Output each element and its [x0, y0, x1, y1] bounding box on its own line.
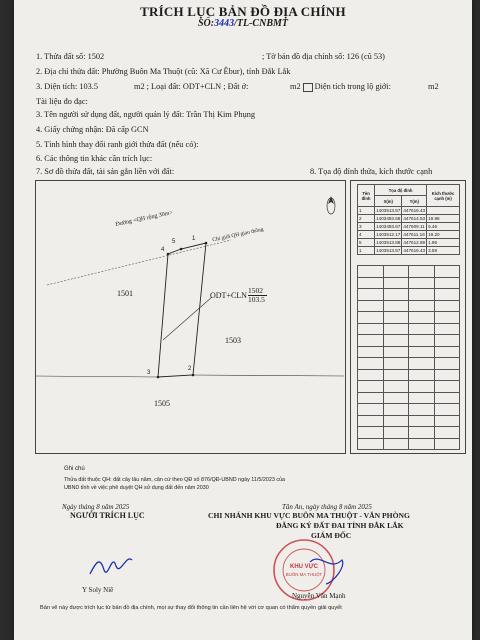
- field-coords-heading: 8. Tọa độ đỉnh thửa, kích thước cạnh: [310, 167, 433, 176]
- parcel-number-label: 1502: [248, 286, 263, 295]
- neighbour-line: [35, 376, 158, 377]
- parcel-outline: [158, 243, 206, 377]
- parcel-bottom-label: 1505: [154, 399, 170, 408]
- table-row: 2 1403493.68 447614.53 19.98: [358, 215, 460, 223]
- notes-line-1: Thửa đất thuộc QH: đất cây lâu năm, căn cứ theo QĐ số 876/QĐ-UBND ngày 11/5/2023 của: [64, 477, 286, 483]
- coordinate-table: Tên đỉnh Tọa độ đỉnh Kích thước cạnh (m) X(m) Y(m) 1 1403513.57 447616.43 2 1403493.68 447614.53 19.98 3 1403493.67 447609.11 5.46 4 1403512.17 447611.16 19.20 5 1403513.88 447612.89 1.96 1 1403513.57 447616.43 3.58: [357, 184, 460, 255]
- road-label: Đường <QH rộng 30m>: [115, 209, 174, 229]
- left-signer-name: Y Soly Niê: [82, 586, 114, 594]
- checkbox: [303, 83, 313, 92]
- right-org-line-1: CHI NHÁNH KHU VỰC BUÔN MA THUỘT - VĂN PHÒNG: [208, 511, 410, 520]
- field-diagram-heading: 7. Sơ đồ thửa đất, tài sản gắn liền với đất:: [36, 167, 175, 176]
- field-area-unit-2: m2: [428, 82, 439, 91]
- notes-line-2: UBND tỉnh về việc phê duyệt QH sử dụng đất đến năm 2030: [64, 485, 209, 491]
- vertex-4: 4: [161, 247, 165, 253]
- neighbour-line: [193, 375, 344, 376]
- parcel-type-label: ODT+CLN: [210, 291, 247, 300]
- coordinate-table-blank-rows: [357, 265, 460, 450]
- field-other-info: 6. Các thông tin khác cần trích lục:: [36, 154, 153, 163]
- document-page: [14, 0, 472, 640]
- table-row: 4 1403512.17 447611.16 19.20: [358, 231, 460, 239]
- field-land-type: m2 ; Loại đất: ODT+CLN ; Đất ở:: [134, 82, 249, 91]
- field-parcel-number: 1. Thửa đất số: 1502: [36, 52, 105, 61]
- field-owner: 3. Tên người sử dụng đất, người quản lý đất: Trần Thị Kim Phụng: [36, 110, 256, 119]
- document-number: SỐ:3443/TL-CNBMT: [197, 18, 288, 29]
- field-survey-doc: Tài liệu đo đạc:: [36, 97, 88, 106]
- parcel-area-label: 103.5: [248, 295, 265, 304]
- field-address: 2. Địa chỉ thửa đất: Phường Buôn Ma Thuột (cũ: Xã Cư Êbur), tỉnh Đắk Lắk: [36, 67, 291, 76]
- table-row: 5 1403513.88 447612.89 1.96: [358, 239, 460, 247]
- vertex-5: 5: [172, 239, 176, 245]
- right-signer-role: GIÁM ĐỐC: [311, 531, 352, 540]
- table-row: 1 1403513.57 447616.43 3.58: [358, 247, 460, 255]
- footer-note: Bản vẽ này được trích lục từ bản đồ địa chính, mọi sự thay đổi thông tin cần liên hệ với cơ quan có thẩm quyền giải quyết: [40, 605, 342, 611]
- leader-line: [163, 297, 212, 340]
- field-area: 3. Diện tích: 103.5: [36, 82, 98, 91]
- handwritten-number: 3443: [214, 18, 235, 29]
- parcel-left-label: 1501: [117, 289, 133, 298]
- left-signer-title: NGƯỜI TRÍCH LỤC: [70, 511, 145, 520]
- table-row: 3 1403493.67 447609.11 5.46: [358, 223, 460, 231]
- field-map-sheet: ; Tờ bản đồ địa chính số: 126 (cũ 53): [262, 52, 385, 61]
- svg-text:KHU VỰC: KHU VỰC: [290, 564, 318, 570]
- left-date: Ngày tháng 8 năm 2025: [62, 503, 130, 511]
- document-title: TRÍCH LỤC BẢN ĐỒ ĐỊA CHÍNH: [140, 4, 346, 19]
- vertex-2: 2: [188, 366, 192, 372]
- parcel-diagram: [35, 180, 344, 452]
- vertex-1: 1: [192, 236, 196, 242]
- right-signer-name: Nguyễn Văn Mạnh: [292, 592, 346, 600]
- field-boundary-change: 5. Tình hình thay đổi ranh giới thửa đất (nếu có):: [36, 140, 199, 149]
- notes-title: Ghi chú: [64, 466, 85, 472]
- right-date: Tân An, ngày tháng 8 năm 2025: [282, 503, 372, 511]
- left-signature-icon: [86, 548, 136, 582]
- road-boundary-line: [47, 240, 231, 285]
- svg-text:BUÔN MA THUỘT: BUÔN MA THUỘT: [285, 572, 323, 577]
- north-arrow-icon: [327, 196, 335, 214]
- parcel-right-label: 1503: [225, 336, 241, 345]
- boundary-label: Chỉ giới QH giao thông: [211, 226, 265, 244]
- right-org-line-2: ĐĂNG KÝ ĐẤT ĐAI TỈNH ĐẮK LẮK: [276, 521, 404, 530]
- field-area-unit: m2 Diện tích trong lộ giới:: [290, 82, 391, 91]
- vertex-3: 3: [147, 370, 151, 376]
- table-row: 1 1403513.57 447616.43: [358, 207, 460, 215]
- field-certificate: 4. Giấy chứng nhận: Đã cấp GCN: [36, 125, 149, 134]
